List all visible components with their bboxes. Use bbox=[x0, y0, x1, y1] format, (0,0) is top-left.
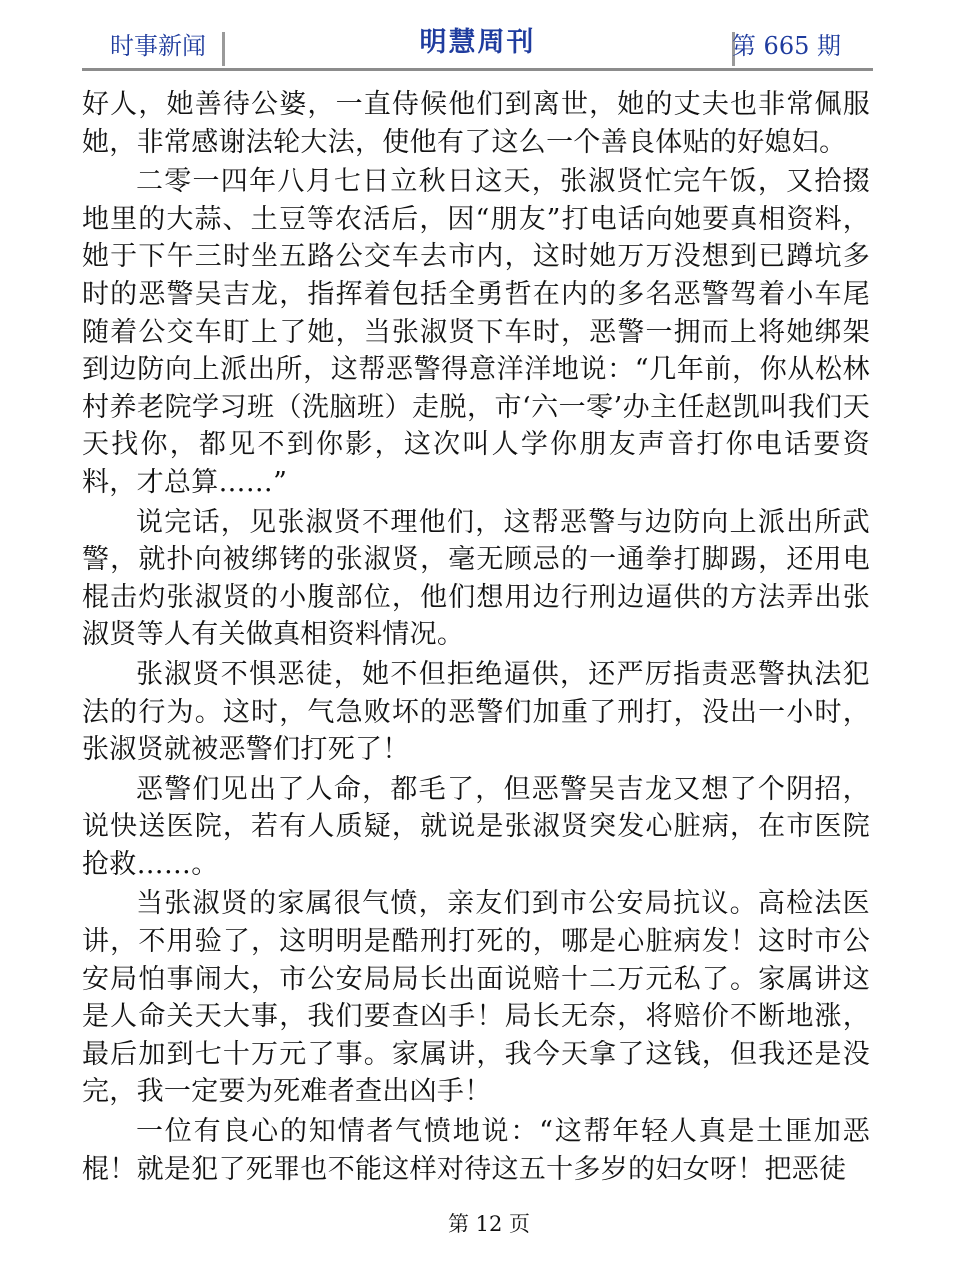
paragraph: 说完话，见张淑贤不理他们，这帮恶警与边防向上派出所武警，就扑向被绑铐的张淑贤，毫无顾忌的一通拳打脚踢，还用电棍击灼张淑贤的小腹部位，他们想用边行刑边逼供的方法弄出张淑贤等人有关做真相资料情况。 bbox=[82, 506, 870, 651]
paragraph: 好人，她善待公婆，一直侍候他们到离世，她的丈夫也非常佩服她，非常感谢法轮大法，使他有了这么一个善良体贴的好媳妇。 bbox=[82, 89, 870, 158]
article-body bbox=[82, 86, 870, 1190]
publication-title: 明慧周刊 bbox=[419, 27, 536, 58]
page-header bbox=[82, 28, 873, 71]
paragraph: 当张淑贤的家属很气愤，亲友们到市公安局抗议。高检法医讲，不用验了，这明明是酷刑打死的，哪是心脏病发！这时市公安局怕事闹大，市公安局局长出面说赔十二万元私了。家属讲这是人命关天大事，我们要查凶手！局长无奈，将赔价不断地涨，最后加到七十万元了事。家属讲，我今天拿了这钱，但我还是没完，我一定要为死难者查出凶手！ bbox=[82, 888, 870, 1108]
page-number: 第 12 页 bbox=[447, 1212, 531, 1236]
section-label: 时事新闻 bbox=[110, 32, 206, 60]
paragraph: 恶警们见出了人命，都毛了，但恶警吴吉龙又想了个阴招，说快送医院，若有人质疑，就说是张淑贤突发心脏病，在市医院抢救……。 bbox=[82, 773, 870, 880]
paragraph: 张淑贤不惧恶徒，她不但拒绝逼供，还严厉指责恶警执法犯法的行为。这时，气急败坏的恶警们加重了刑打，没出一小时，张淑贤就被恶警们打死了！ bbox=[82, 658, 870, 766]
issue-number: 第 665 期 bbox=[731, 32, 841, 60]
paragraph: 一位有良心的知情者气愤地说：“这帮年轻人真是土匪加恶棍！就是犯了死罪也不能这样对待这五十多岁的妇女呀！把恶徒 bbox=[82, 1116, 870, 1185]
paragraph: 二零一四年八月七日立秋日这天，张淑贤忙完午饭，又拾掇地里的大蒜、土豆等农活后，因“朋友”打电话向她要真相资料，她于下午三时坐五路公交车去市内，这时她万万没想到已蹲坑多时的恶警吴吉龙，指挥着包括全勇哲在内的多名恶警驾着小车尾随着公交车盯上了她，当张淑贤下车时，恶警一拥而上将她绑架到边防向上派出所，这帮恶警得意洋洋地说：“几年前，你从松林村养老院学习班（洗脑班）走脱，市‘六一零’办主任赵凯叫我们天天找你，都见不到你影，这次叫人学你朋友声音打你电话要资料，才总算……” bbox=[82, 166, 870, 498]
